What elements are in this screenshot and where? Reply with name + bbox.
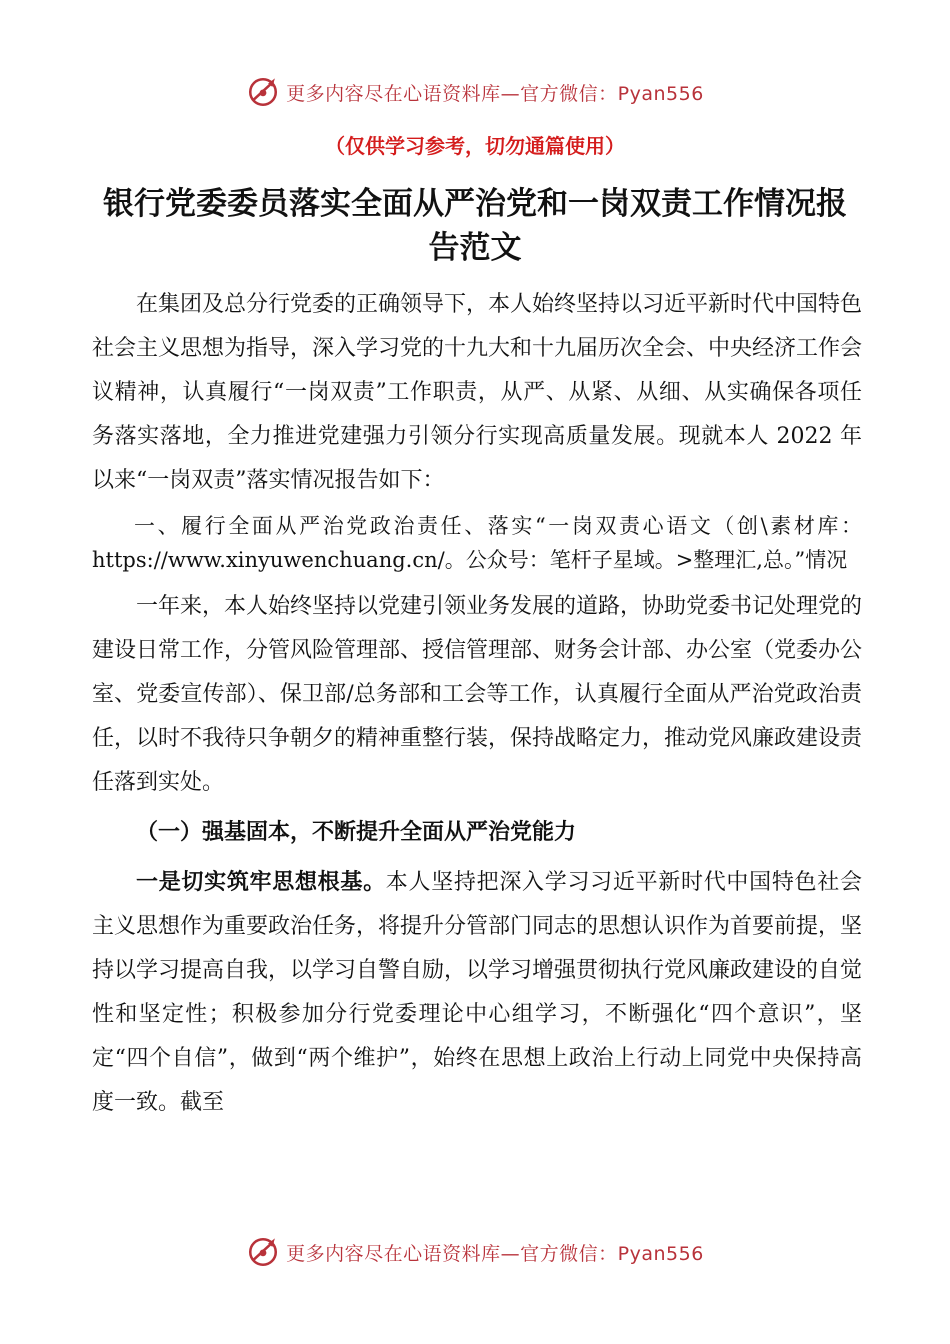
header-banner — [0, 70, 950, 114]
point-lead: 一是切实筑牢思想根基。 — [136, 870, 386, 895]
paragraph-intro: 在集团及总分行党委的正确领导下，本人始终坚持以习近平新时代中国特色社会主义思想为指导，深入学习党的十九大和十九届历次全会、中央经济工作会议精神，认真履行“一岗双责”工作职责，从严、从紧、从细、从实确保各项任务落实落地，全力推进党建强力引领分行实现高质量发展。现就本人 2022 年以来“一岗双责”落实情况报告如下： — [92, 292, 863, 493]
logo-icon — [246, 1235, 280, 1269]
usage-note: （仅供学习参考，切勿通篇使用） — [325, 134, 625, 158]
banner-text: 更多内容尽在心语资料库—官方微信：Pyan556 — [286, 1242, 704, 1265]
paragraph-overview: 一年来，本人始终坚持以党建引领业务发展的道路，协助党委书记处理党的建设日常工作，分管风险管理部、授信管理部、财务会计部、办公室（党委办公室、党委宣传部）、保卫部/总务部和工会等工作，认真履行全面从严治党政治责任，以时不我待只争朝夕的精神重整行装，保持战略定力，推动党风廉政建设责任落到实处。 — [92, 594, 863, 795]
point-text: 本人坚持把深入学习习近平新时代中国特色社会主义思想作为重要政治任务，将提升分管部门同志的思想认识作为首要前提，坚持以学习提高自我，以学习自警自励，以学习增强贯彻执行党风廉政建设的自觉性和坚定性；积极参加分行党委理论中心组学习，不断强化“四个意识”，坚定“四个自信”，做到“两个维护”，始终在思想上政治上行动上同党中央保持高度一致。截至 — [92, 870, 863, 1115]
heading-part-one: 一、履行全面从严治党政治责任、落实“一岗双责心语文（创\素材库：https://www.xinyuwenchuang.cn/。公众号：笔杆子星域。>整理汇,总。”情况 — [92, 514, 862, 572]
paragraph-point-one — [92, 861, 862, 1125]
section-heading: （一）强基固本，不断提升全面从严治党能力 — [136, 820, 577, 845]
banner-text: 更多内容尽在心语资料库—官方微信：Pyan556 — [286, 82, 704, 105]
document-body — [92, 283, 862, 1125]
document-title: 银行党委委员落实全面从严治党和一岗双责工作情况报告范文 — [103, 186, 847, 266]
footer-banner — [0, 1230, 950, 1274]
logo-icon — [246, 75, 280, 109]
